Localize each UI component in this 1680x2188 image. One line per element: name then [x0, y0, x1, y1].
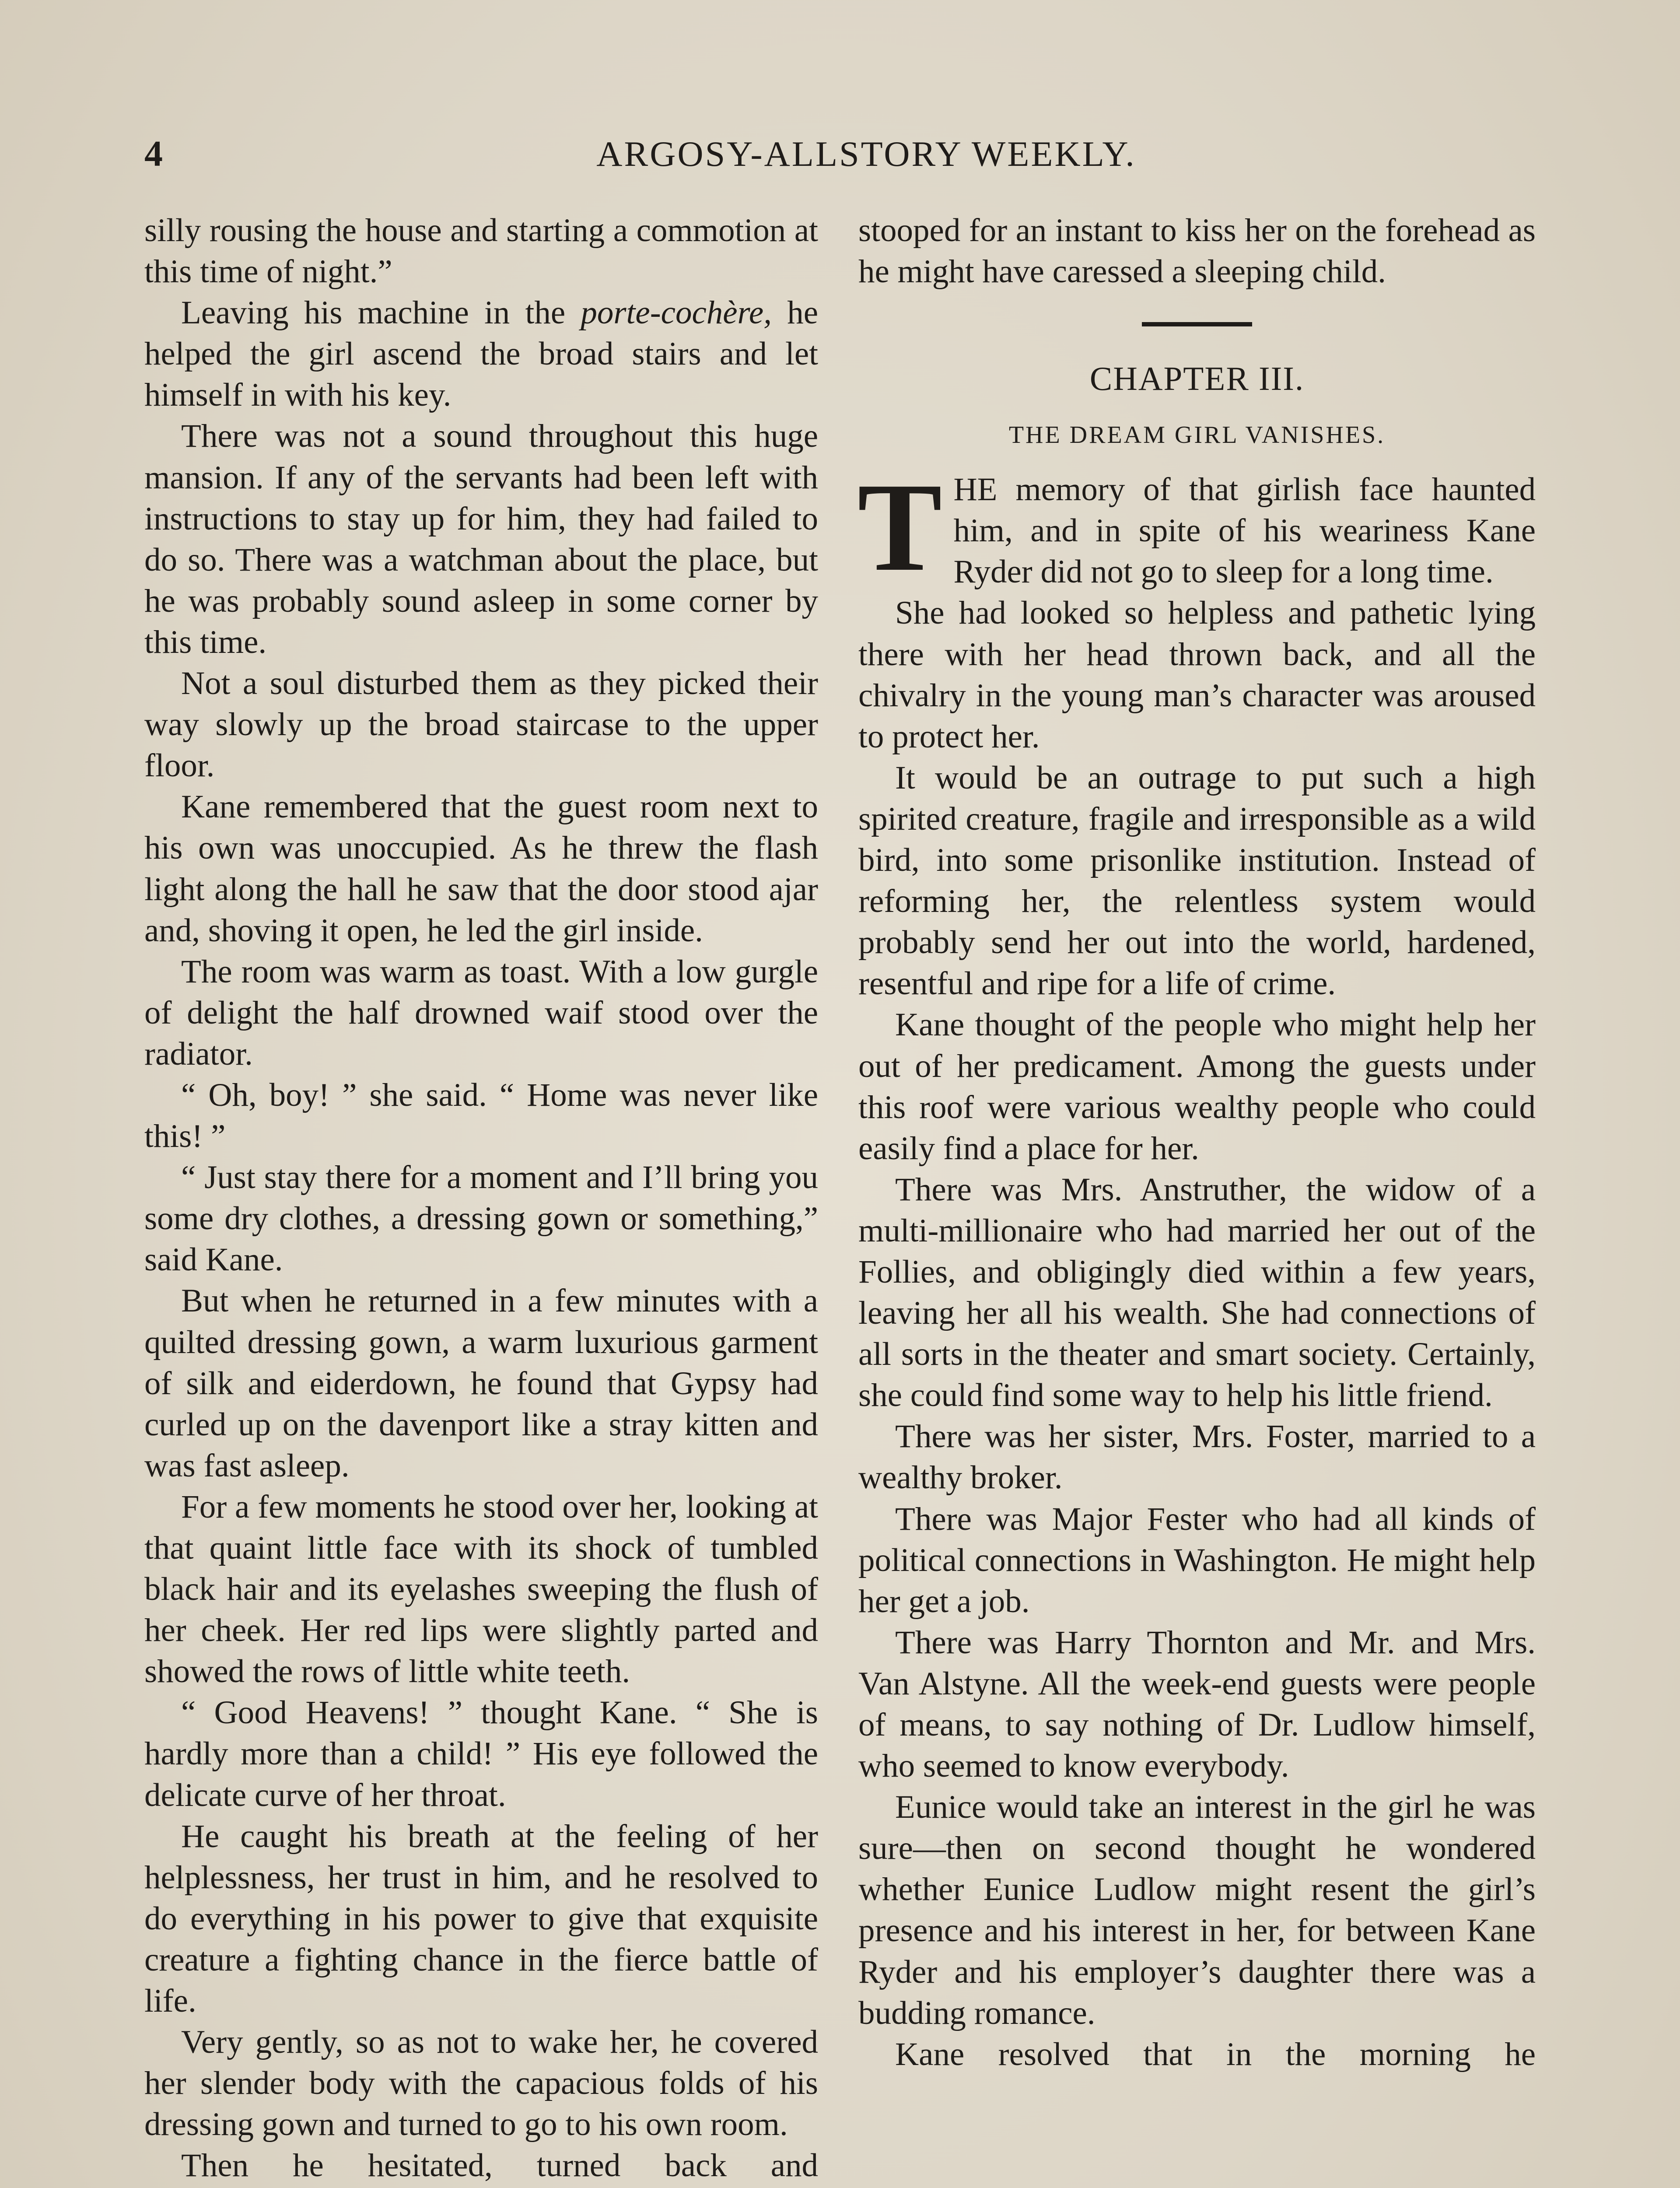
paragraph: There was Mrs. Anstruther, the widow of a multi-millionaire who had married her out of the Follies, and obligingly died within a few years, leaving her all his wealth. She had connections of all sorts in the theater and smart society. Certainly, she could find some way to help his little friend.	[858, 1171, 1536, 1414]
paragraph: Kane resolved that in the morning he	[895, 2036, 1536, 2072]
paragraph: “ Just stay there for a moment and I’ll bring you some dry clothes, a dressing gown or something,” said Kane.	[144, 1159, 818, 1278]
left-column	[144, 210, 818, 2187]
running-title: ARGOSY-ALLSTORY WEEKLY.	[596, 134, 1136, 174]
paragraph: Eunice would take an interest in the girl he was sure—then on second thought he wondered whether Eunice Ludlow might resent the girl’s presence and his interest in her, for between Kane Ryder and his employer’s daughter there was a budding romance.	[858, 1789, 1536, 2031]
right-column	[858, 210, 1536, 2075]
paragraph: Kane thought of the people who might help her out of her predicament. Among the guests under this roof were various wealthy people who could easily find a place for her.	[858, 1006, 1536, 1167]
section-divider	[1142, 322, 1252, 326]
paragraph: He caught his breath at the feeling of her helplessness, her trust in him, and he resolved to do everything in his power to give that exquisite creature a fighting chance in the fierce battle of life.	[144, 1818, 818, 2020]
paragraph	[858, 457, 1536, 598]
paragraph: She had looked so helpless and pathetic lying there with her head thrown back, and all the chivalry in the young man’s character was aroused to protect her.	[858, 595, 1536, 755]
drop-cap: T	[858, 457, 942, 598]
paragraph: But when he returned in a few minutes with a quilted dressing gown, a warm luxurious garment of silk and eiderdown, he found that Gypsy had curled up on the davenport like a stray kitten and was fast asleep.	[144, 1283, 818, 1484]
paragraph: Then he hesitated, turned back and	[181, 2147, 818, 2184]
paragraph: There was not a sound throughout this huge mansion. If any of the servants had been left with instructions to stay up for him, they had failed to do so. There was a watchman about the place, but he was probably sound asleep in some corner by this time.	[144, 418, 818, 660]
italic-term: porte-cochère,	[581, 295, 772, 331]
page-header	[144, 128, 1562, 180]
paragraph	[144, 292, 818, 416]
paragraph: The room was warm as toast. With a low gurgle of delight the half drowned waif stood over the radiator.	[144, 953, 818, 1072]
paragraph: Not a soul disturbed them as they picked their way slowly up the broad staircase to the upper floor.	[144, 665, 818, 784]
paragraph: “ Oh, boy! ” she said. “ Home was never like this! ”	[144, 1076, 818, 1155]
paragraph: Kane remembered that the guest room next to his own was unoccupied. As he threw the flash light along the hall he saw that the door stood ajar and, shoving it open, he led the girl inside.	[144, 789, 818, 949]
chapter-heading: CHAPTER III.	[1089, 360, 1305, 398]
paragraph-text: Leaving his machine in the	[181, 295, 581, 331]
paragraph: “ Good Heavens! ” thought Kane. “ She is hardly more than a child! ” His eye followed the delicate curve of her throat.	[144, 1694, 818, 1813]
paragraph-text: HE memory of that girlish face haunted him, and in spite of his weariness Kane Ryder did not go to sleep for a long time.	[953, 471, 1536, 590]
paragraph-text: he helped the girl ascend the broad stairs and let himself in with his key.	[144, 295, 818, 414]
chapter-subtitle: THE DREAM GIRL VANISHES.	[1008, 421, 1386, 449]
paragraph: There was Harry Thornton and Mr. and Mrs. Van Alstyne. All the week-end guests were people of means, to say nothing of Dr. Ludlow himself, who seemed to know everybody.	[858, 1624, 1536, 1785]
page-number: 4	[144, 133, 163, 174]
paragraph: Very gently, so as not to wake her, he covered her slender body with the capacious folds of his dressing gown and turned to go to his own room.	[144, 2024, 818, 2143]
paragraph: There was Major Fester who had all kinds of political connections in Washington. He might help her get a job.	[858, 1501, 1536, 1620]
paragraph: There was her sister, Mrs. Foster, married to a wealthy broker.	[858, 1418, 1536, 1496]
paragraph: silly rousing the house and starting a commotion at this time of night.”	[144, 212, 818, 290]
paragraph: For a few moments he stood over her, looking at that quaint little face with its shock of tumbled black hair and its eyelashes sweeping the flush of her cheek. Her red lips were slightly parted and showed the rows of little white teeth.	[144, 1488, 818, 1690]
paragraph: It would be an outrage to put such a high spirited creature, fragile and irresponsible as a wild bird, into some prisonlike institution. Instead of reforming her, the relentless system would probably send her out into the world, hardened, resentful and ripe for a life of crime.	[858, 759, 1536, 1002]
paragraph: stooped for an instant to kiss her on the forehead as he might have caressed a sleeping child.	[858, 212, 1536, 290]
